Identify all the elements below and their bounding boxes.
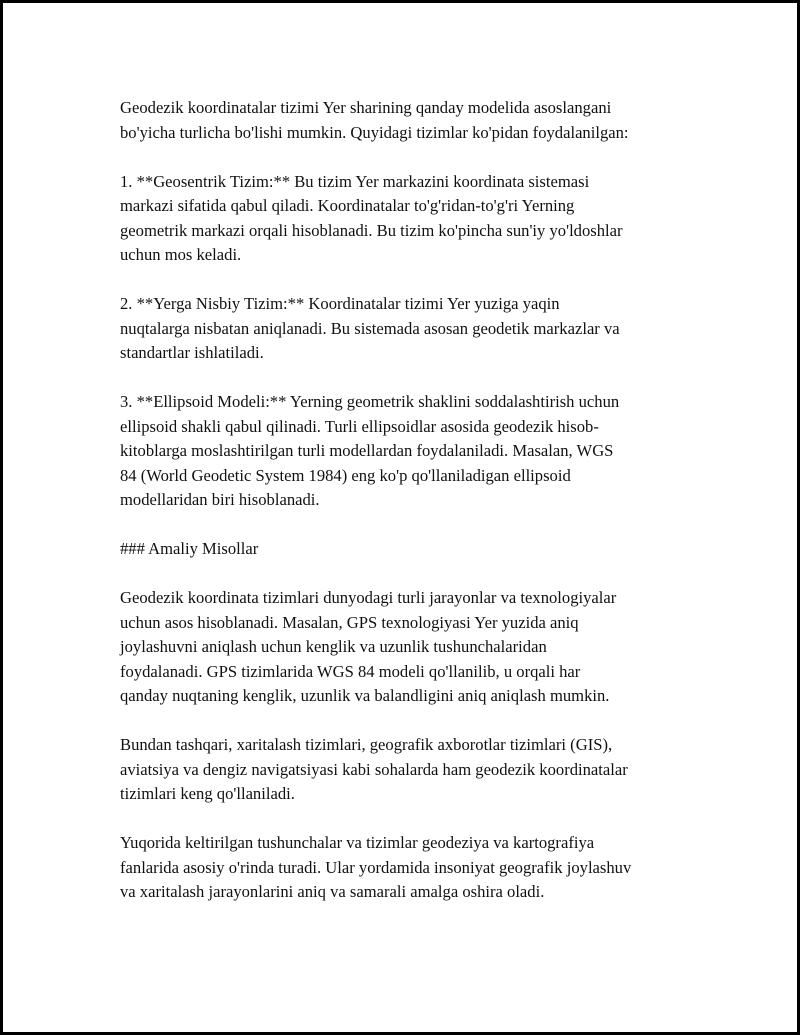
conclusion-paragraph: Yuqorida keltirilgan tushunchalar va tizimlar geodeziya va kartografiya fanlarida asosiy o'rinda turadi. Ular yordamida insoniyat geografik joylashuv va xaritalash jarayonlarini aniq va samarali amalga oshira oladi. xyxy=(120,833,632,901)
applications-paragraph: Bundan tashqari, xaritalash tizimlari, geografik axborotlar tizimlari (GIS), aviatsiya va dengiz navigatsiyasi kabi sohalarda ham geodezik koordinatalar tizimlari keng qo'llaniladi. xyxy=(120,735,628,803)
list-item-ellipsoid: 3. **Ellipsoid Modeli:** Yerning geometrik shaklini soddalashtirish uchun ellipsoid shakli qabul qilinadi. Turli ellipsoidlar asosida geodezik hisob- kitoblarga moslashtirilgan turli modellardan foydalaniladi. Masalan, WGS 84 (World Geodetic System 1984) eng ko'p qo'llaniladigan ellipsoid modellaridan biri hisoblanadi. xyxy=(120,392,620,509)
list-item-geosentrik: 1. **Geosentrik Tizim:** Bu tizim Yer markazini koordinata sistemasi markazi sifatida qabul qiladi. Koordinatalar to'g'ridan-to'g'ri Yerning geometrik markazi orqali hisoblanadi. Bu tizim ko'pincha sun'iy yo'ldoshlar uchun mos keladi. xyxy=(120,171,623,264)
intro-paragraph: Geodezik koordinatalar tizimi Yer sharining qanday modelida asoslangani bo'yicha turlicha bo'lishi mumkin. Quyidagi tizimlar ko'pidan foydalanilgan: xyxy=(120,98,629,142)
list-item-yerga-nisbiy: 2. **Yerga Nisbiy Tizim:** Koordinatalar tizimi Yer yuziga yaqin nuqtalarga nisbatan aniqlanadi. Bu sistemada asosan geodetik markazlar va standartlar ishlatiladi. xyxy=(120,294,620,362)
examples-paragraph: Geodezik koordinata tizimlari dunyodagi turli jarayonlar va texnologiyalar uchun asos hisoblanadi. Masalan, GPS texnologiyasi Yer yuzida aniq joylashuvni aniqlash uchun kenglik va uzunlik tushunchalaridan foydalanadi. GPS tizimlarida WGS 84 modeli qo'llanilib, u orqali har qanday nuqtaning kenglik, uzunlik va balandligini aniq aniqlash mumkin. xyxy=(120,588,617,705)
document-body xyxy=(120,96,700,929)
section-heading-amaliy-misollar: ### Amaliy Misollar xyxy=(120,539,259,558)
